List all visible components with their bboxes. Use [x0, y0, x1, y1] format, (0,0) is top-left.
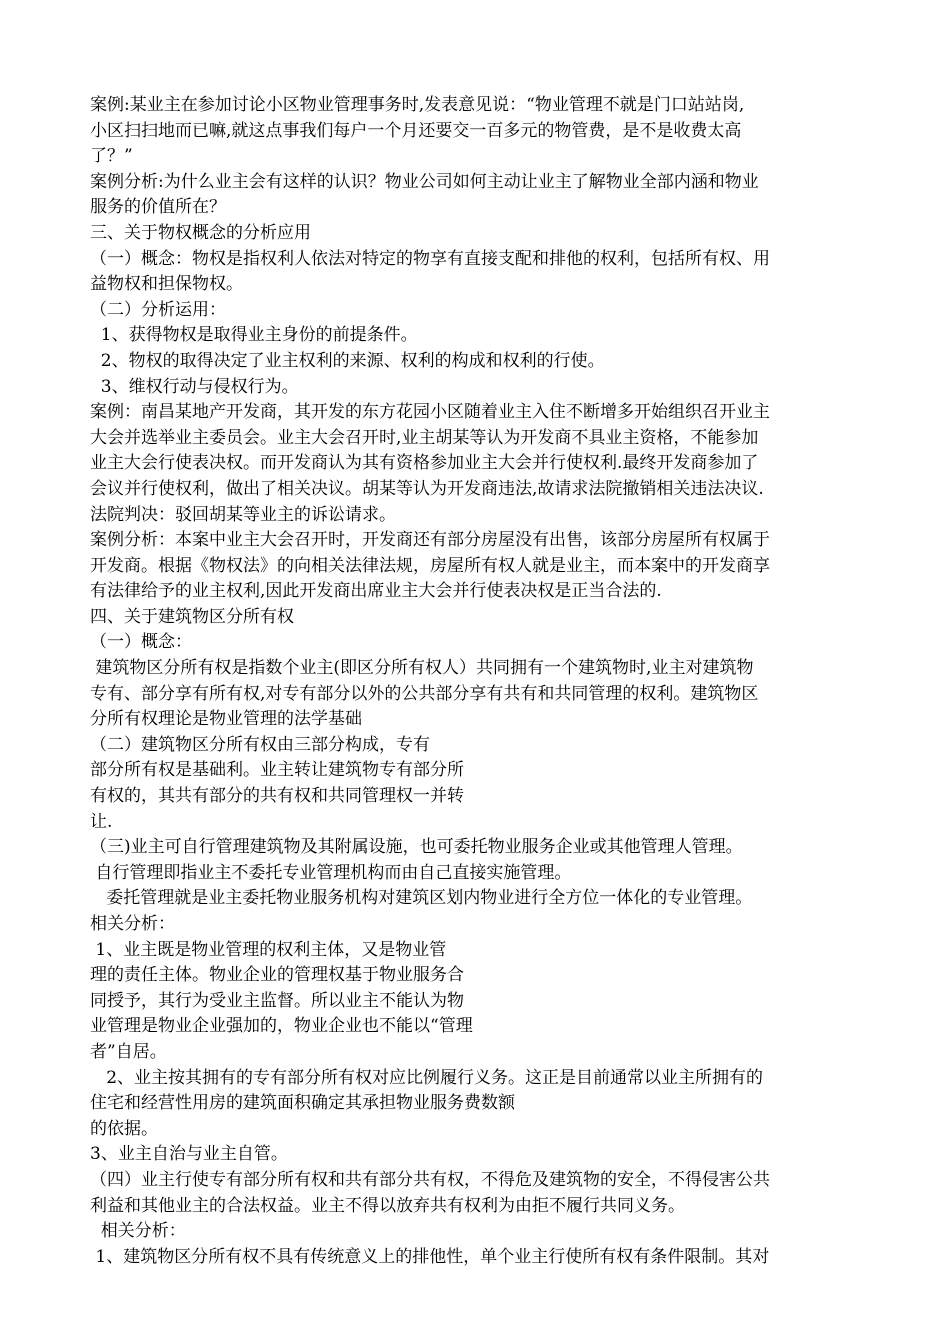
- text-line: 大会并选举业主委员会。业主大会召开时,业主胡某等认为开发商不具业主资格，不能参加: [90, 427, 759, 448]
- text-line: 的依据。: [90, 1118, 158, 1139]
- text-line: （三)业主可自行管理建筑物及其附属设施，也可委托物业服务企业或其他管理人管理。: [90, 837, 743, 858]
- list-item: 2、业主按其拥有的专有部分所有权对应比例履行义务。这正是目前通常以业主所拥有的: [90, 1067, 764, 1088]
- document-body: [90, 93, 870, 1270]
- text-line: 小区扫扫地而已嘛,就这点事我们每户一个月还要交一百多元的物管费，是不是收费太高: [90, 120, 742, 141]
- list-item: 3、业主自治与业主自管。: [90, 1144, 288, 1165]
- text-line: 住宅和经营性用房的建筑面积确定其承担物业服务费数额: [90, 1093, 515, 1114]
- text-line: （一）概念：物权是指权利人依法对特定的物享有直接支配和排他的权利，包括所有权、用: [90, 248, 770, 269]
- text-line: 部分所有权是基础利。业主转让建筑物专有部分所: [90, 760, 464, 781]
- text-line: 业管理是物业企业强加的，物业企业也不能以“管理: [90, 1016, 473, 1037]
- text-line: （二）建筑物区分所有权由三部分构成，专有: [90, 734, 430, 755]
- text-line: 服务的价值所在？: [90, 197, 226, 218]
- text-line: 会议并行使权利，做出了相关决议。胡某等认为开发商违法,故请求法院撤销相关违法决议.: [90, 478, 764, 499]
- text-line: 专有、部分享有所有权,对专有部分以外的公共部分享有共有和共同管理的权利。建筑物区: [90, 683, 759, 704]
- list-item: 3、维权行动与侵权行为。: [90, 376, 299, 397]
- text-line: 利益和其他业主的合法权益。业主不得以放弃共有权利为由拒不履行共同义务。: [90, 1195, 685, 1216]
- text-line: 业主大会行使表决权。而开发商认为其有资格参加业主大会并行使权利.最终开发商参加了: [90, 453, 759, 474]
- list-item: 1、业主既是物业管理的权利主体，又是物业管: [90, 939, 447, 960]
- text-line: 法院判决：驳回胡某等业主的诉讼请求。: [90, 504, 396, 525]
- text-line: （一）概念：: [90, 632, 192, 653]
- list-item: 1、获得物权是取得业主身份的前提条件。: [90, 325, 418, 346]
- section-heading: 四、关于建筑物区分所有权: [90, 606, 294, 627]
- text-line: （四）业主行使专有部分所有权和共有部分共有权，不得危及建筑物的安全，不得侵害公共: [90, 1169, 770, 1190]
- section-heading: 三、关于物权概念的分析应用: [90, 222, 311, 243]
- text-line: 让.: [90, 811, 113, 832]
- text-line: 分所有权理论是物业管理的法学基础: [90, 709, 362, 730]
- text-line: 案例:某业主在参加讨论小区物业管理事务时,发表意见说：“物业管理不就是门口站站岗,: [90, 95, 745, 115]
- text-line: 案例分析：本案中业主大会召开时，开发商还有部分房屋没有出售，该部分房屋所有权属于: [90, 530, 770, 551]
- text-line: 相关分析：: [90, 914, 175, 934]
- text-line: 同授予，其行为受业主监督。所以业主不能认为物: [90, 990, 464, 1011]
- text-line: 建筑物区分所有权是指数个业主(即区分所有权人）共同拥有一个建筑物时,业主对建筑物: [90, 658, 754, 679]
- text-line: 相关分析：: [90, 1221, 186, 1242]
- text-line: 有法律给予的业主权利,因此开发商出席业主大会并行使表决权是正当合法的.: [90, 581, 662, 602]
- text-line: 开发商。根据《物权法》的向相关法律法规，房屋所有权人就是业主，而本案中的开发商享: [90, 555, 770, 576]
- text-line: 案例分析:为什么业主会有这样的认识？物业公司如何主动让业主了解物业全部内涵和物业: [90, 171, 759, 192]
- list-item: 2、物权的取得决定了业主权利的来源、权利的构成和权利的行使。: [90, 350, 605, 371]
- text-line: （二）分析运用：: [90, 299, 226, 320]
- text-line: 了？”: [90, 146, 133, 167]
- text-line: 益物权和担保物权。: [90, 274, 243, 295]
- list-item: 1、建筑物区分所有权不具有传统意义上的排他性，单个业主行使所有权有条件限制。其对: [90, 1246, 770, 1267]
- text-line: 自行管理即指业主不委托专业管理机构而由自己直接实施管理。: [90, 862, 572, 883]
- text-line: 案例：南昌某地产开发商，其开发的东方花园小区随着业主入住不断增多开始组织召开业主: [90, 402, 770, 423]
- text-line: 委托管理就是业主委托物业服务机构对建筑区划内物业进行全方位一体化的专业管理。: [90, 888, 753, 909]
- text-line: 有权的，其共有部分的共有权和共同管理权一并转: [90, 786, 464, 807]
- text-line: 理的责任主体。物业企业的管理权基于物业服务合: [90, 965, 464, 986]
- text-line: 者”自居。: [90, 1041, 167, 1062]
